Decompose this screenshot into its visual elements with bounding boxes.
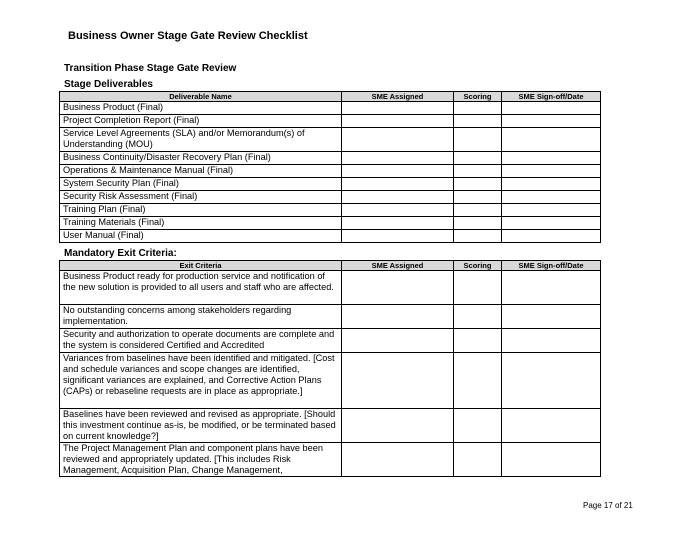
scoring-cell[interactable] bbox=[454, 178, 502, 191]
exit-criteria-table bbox=[59, 260, 601, 477]
sme-assigned-cell[interactable] bbox=[342, 353, 454, 409]
scoring-cell[interactable] bbox=[454, 409, 502, 443]
sme-signoff-cell[interactable] bbox=[502, 409, 601, 443]
sme-assigned-cell[interactable] bbox=[342, 217, 454, 230]
column-header: Scoring bbox=[454, 92, 502, 102]
table-row bbox=[60, 102, 601, 115]
scoring-cell[interactable] bbox=[454, 353, 502, 409]
sme-signoff-cell[interactable] bbox=[502, 305, 601, 329]
exit-criterion: The Project Management Plan and component plans have been reviewed and appropriately updated. [This includes Risk Management, Acquisition Plan, Change Management, bbox=[60, 443, 342, 477]
deliverable-name: Training Materials (Final) bbox=[60, 217, 342, 230]
page-number: Page 17 of 21 bbox=[583, 501, 633, 510]
exit-criterion: Security and authorization to operate documents are complete and the system is considered Certified and Accredited bbox=[60, 329, 342, 353]
sme-signoff-cell[interactable] bbox=[502, 128, 601, 152]
table-row bbox=[60, 204, 601, 217]
table-row bbox=[60, 329, 601, 353]
sme-signoff-cell[interactable] bbox=[502, 115, 601, 128]
sme-signoff-cell[interactable] bbox=[502, 230, 601, 243]
scoring-cell[interactable] bbox=[454, 443, 502, 477]
sme-assigned-cell[interactable] bbox=[342, 204, 454, 217]
sme-signoff-cell[interactable] bbox=[502, 165, 601, 178]
table-header-row bbox=[60, 261, 601, 271]
table-row bbox=[60, 443, 601, 477]
column-header: SME Sign-off/Date bbox=[502, 261, 601, 271]
column-header: SME Assigned bbox=[342, 261, 454, 271]
scoring-cell[interactable] bbox=[454, 271, 502, 305]
scoring-cell[interactable] bbox=[454, 152, 502, 165]
deliverable-name: System Security Plan (Final) bbox=[60, 178, 342, 191]
table-row bbox=[60, 409, 601, 443]
stage-deliverables-table bbox=[59, 91, 601, 243]
sme-signoff-cell[interactable] bbox=[502, 353, 601, 409]
sme-assigned-cell[interactable] bbox=[342, 152, 454, 165]
sme-signoff-cell[interactable] bbox=[502, 204, 601, 217]
deliverable-name: Training Plan (Final) bbox=[60, 204, 342, 217]
table-row bbox=[60, 217, 601, 230]
table-row bbox=[60, 305, 601, 329]
deliverable-name: Business Continuity/Disaster Recovery Plan (Final) bbox=[60, 152, 342, 165]
column-header: Exit Criteria bbox=[60, 261, 342, 271]
sme-assigned-cell[interactable] bbox=[342, 165, 454, 178]
sme-signoff-cell[interactable] bbox=[502, 178, 601, 191]
table-row bbox=[60, 115, 601, 128]
sme-assigned-cell[interactable] bbox=[342, 230, 454, 243]
deliverable-name: Security Risk Assessment (Final) bbox=[60, 191, 342, 204]
sme-signoff-cell[interactable] bbox=[502, 102, 601, 115]
document-title: Business Owner Stage Gate Review Checklist bbox=[68, 30, 308, 42]
table-row bbox=[60, 271, 601, 305]
scoring-cell[interactable] bbox=[454, 128, 502, 152]
sme-assigned-cell[interactable] bbox=[342, 128, 454, 152]
table-row bbox=[60, 128, 601, 152]
sme-assigned-cell[interactable] bbox=[342, 191, 454, 204]
table-header-row bbox=[60, 92, 601, 102]
exit-criterion: No outstanding concerns among stakeholders regarding implementation. bbox=[60, 305, 342, 329]
sme-signoff-cell[interactable] bbox=[502, 329, 601, 353]
sme-signoff-cell[interactable] bbox=[502, 152, 601, 165]
column-header: Deliverable Name bbox=[60, 92, 342, 102]
scoring-cell[interactable] bbox=[454, 217, 502, 230]
sme-signoff-cell[interactable] bbox=[502, 271, 601, 305]
scoring-cell[interactable] bbox=[454, 191, 502, 204]
stage-deliverables-heading: Stage Deliverables bbox=[64, 79, 153, 90]
table-row bbox=[60, 191, 601, 204]
exit-criteria-heading: Mandatory Exit Criteria: bbox=[64, 248, 177, 259]
table-row bbox=[60, 152, 601, 165]
exit-criterion: Baselines have been reviewed and revised as appropriate. [Should this investment continue as-is, be modified, or be terminated based on current knowledge?] bbox=[60, 409, 342, 443]
scoring-cell[interactable] bbox=[454, 305, 502, 329]
column-header: SME Assigned bbox=[342, 92, 454, 102]
table-row bbox=[60, 353, 601, 409]
sme-assigned-cell[interactable] bbox=[342, 102, 454, 115]
exit-criterion: Variances from baselines have been identified and mitigated. [Cost and schedule variances and scope changes are identified, significant variances are explained, and Corrective Action Plans (CAPs) or rebaseline requests are in place as appropriate.] bbox=[60, 353, 342, 409]
exit-criterion: Business Product ready for production service and notification of the new solution is provided to all users and staff who are affected. bbox=[60, 271, 342, 305]
sme-assigned-cell[interactable] bbox=[342, 115, 454, 128]
sme-assigned-cell[interactable] bbox=[342, 305, 454, 329]
deliverable-name: Operations & Maintenance Manual (Final) bbox=[60, 165, 342, 178]
scoring-cell[interactable] bbox=[454, 204, 502, 217]
sme-signoff-cell[interactable] bbox=[502, 443, 601, 477]
scoring-cell[interactable] bbox=[454, 230, 502, 243]
sme-assigned-cell[interactable] bbox=[342, 443, 454, 477]
table-row bbox=[60, 230, 601, 243]
sme-assigned-cell[interactable] bbox=[342, 271, 454, 305]
sme-assigned-cell[interactable] bbox=[342, 329, 454, 353]
deliverable-name: Service Level Agreements (SLA) and/or Memorandum(s) of Understanding (MOU) bbox=[60, 128, 342, 152]
table-row bbox=[60, 178, 601, 191]
deliverable-name: User Manual (Final) bbox=[60, 230, 342, 243]
sme-signoff-cell[interactable] bbox=[502, 217, 601, 230]
scoring-cell[interactable] bbox=[454, 102, 502, 115]
scoring-cell[interactable] bbox=[454, 329, 502, 353]
column-header: Scoring bbox=[454, 261, 502, 271]
deliverable-name: Business Product (Final) bbox=[60, 102, 342, 115]
phase-title: Transition Phase Stage Gate Review bbox=[64, 63, 237, 74]
scoring-cell[interactable] bbox=[454, 165, 502, 178]
table-row bbox=[60, 165, 601, 178]
sme-assigned-cell[interactable] bbox=[342, 178, 454, 191]
sme-signoff-cell[interactable] bbox=[502, 191, 601, 204]
column-header: SME Sign-off/Date bbox=[502, 92, 601, 102]
deliverable-name: Project Completion Report (Final) bbox=[60, 115, 342, 128]
sme-assigned-cell[interactable] bbox=[342, 409, 454, 443]
scoring-cell[interactable] bbox=[454, 115, 502, 128]
